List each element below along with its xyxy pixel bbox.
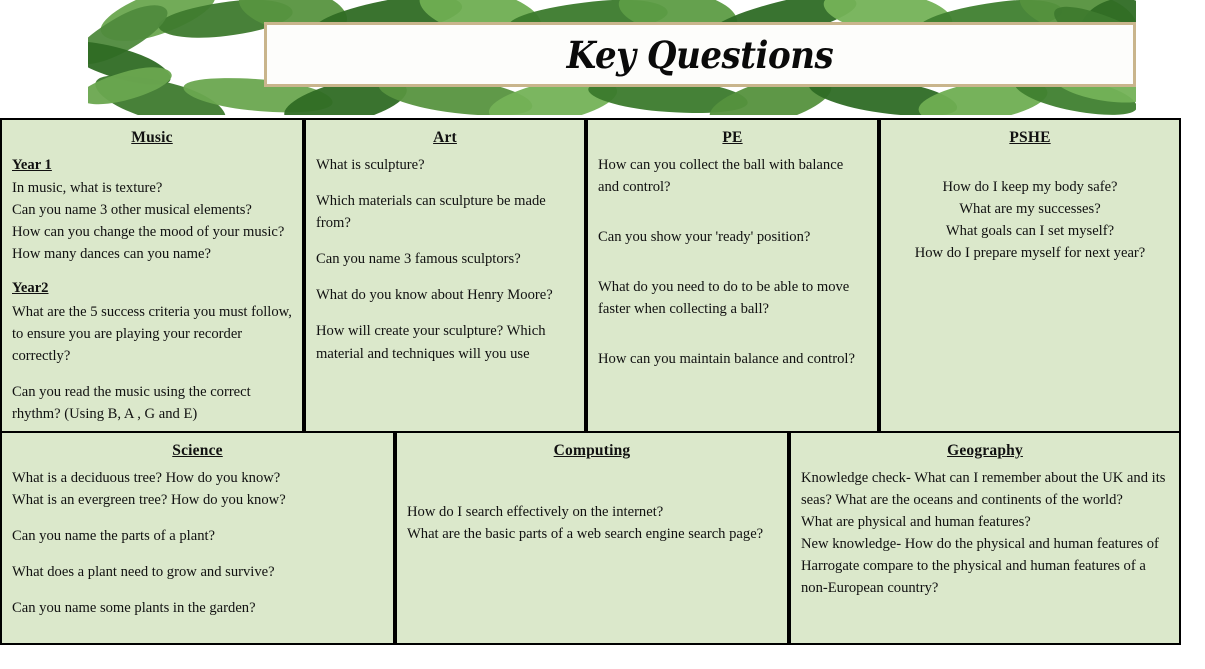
question-item: New knowledge- How do the physical and human features of Harrogate compare to the physical and human features of a non-European country?: [801, 536, 1159, 597]
question-item: Can you show your 'ready' position?: [598, 228, 811, 245]
spacer: [12, 265, 292, 275]
subject-cell-pshe: [879, 118, 1181, 433]
question-item: What do you need to do to be able to move faster when collecting a ball?: [598, 279, 850, 318]
music-year1-heading: Year 1: [12, 156, 52, 173]
music-year2-heading: Year2: [12, 280, 49, 297]
subject-cell-science: [0, 433, 395, 645]
question-item: How can you maintain balance and control?: [598, 351, 855, 368]
question-item: Can you name 3 famous sculptors?: [316, 251, 521, 268]
subject-cell-pe: [586, 118, 879, 433]
subject-title-pshe: PSHE: [1009, 129, 1051, 146]
question-item: Can you name the parts of a plant?: [12, 527, 216, 544]
question-item: What does a plant need to grow and survive?: [12, 564, 275, 581]
subject-title-geography: Geography: [947, 442, 1023, 459]
question-item: How can you collect the ball with balance and control?: [598, 156, 844, 195]
page-title: Key Questions: [566, 32, 834, 77]
question-item: What do you know about Henry Moore?: [316, 287, 553, 304]
subject-title-art: Art: [433, 129, 457, 146]
question-item: How will create your sculpture? Which material and techniques will you use: [316, 323, 546, 362]
question-item: How do I search effectively on the internet?: [407, 503, 664, 520]
question-item: Knowledge check- What can I remember about the UK and its seas? What are the oceans and continents of the world?: [801, 469, 1166, 508]
question-item: What are my successes?: [959, 200, 1101, 217]
question-item: Which materials can sculpture be made from?: [316, 192, 546, 231]
title-banner-box: [264, 22, 1136, 87]
question-item: How can you change the mood of your music?: [12, 224, 285, 241]
subject-cell-computing: [395, 433, 789, 645]
question-item: What are the 5 success criteria you must follow, to ensure you are playing your recorder correctly?: [12, 303, 292, 364]
question-item: What is sculpture?: [316, 156, 425, 173]
subject-title-computing: Computing: [553, 442, 631, 459]
table-row: [0, 433, 1181, 645]
question-item: How do I keep my body safe?: [942, 178, 1118, 195]
question-item: What goals can I set myself?: [945, 222, 1115, 239]
key-questions-table: [0, 118, 1181, 645]
page-banner: [0, 0, 1205, 118]
subject-cell-art: [304, 118, 586, 433]
table-row: [0, 118, 1181, 433]
spacer: [407, 467, 777, 501]
subject-title-music: Music: [131, 129, 173, 146]
spacer: [891, 154, 1169, 176]
question-item: How many dances can you name?: [12, 246, 211, 263]
question-item: Can you name some plants in the garden?: [12, 600, 256, 617]
question-item: What is a deciduous tree? How do you know?: [12, 469, 281, 486]
question-item: Can you name 3 other musical elements?: [12, 201, 252, 218]
question-item: What are physical and human features?: [801, 513, 1031, 530]
tropical-leaf-frame: [88, 0, 1136, 115]
subject-cell-music: [0, 118, 304, 433]
question-item: What is an evergreen tree? How do you know?: [12, 491, 286, 508]
subject-title-science: Science: [172, 442, 223, 459]
subject-cell-geography: [789, 433, 1181, 645]
subject-title-pe: PE: [722, 129, 743, 146]
question-item: In music, what is texture?: [12, 179, 163, 196]
question-item: What are the basic parts of a web search engine search page?: [407, 525, 764, 542]
question-item: How do I prepare myself for next year?: [914, 245, 1146, 262]
question-item: Can you read the music using the correct rhythm? (Using B, A , G and E): [12, 384, 251, 423]
leaf-decoration-left: [88, 0, 203, 115]
